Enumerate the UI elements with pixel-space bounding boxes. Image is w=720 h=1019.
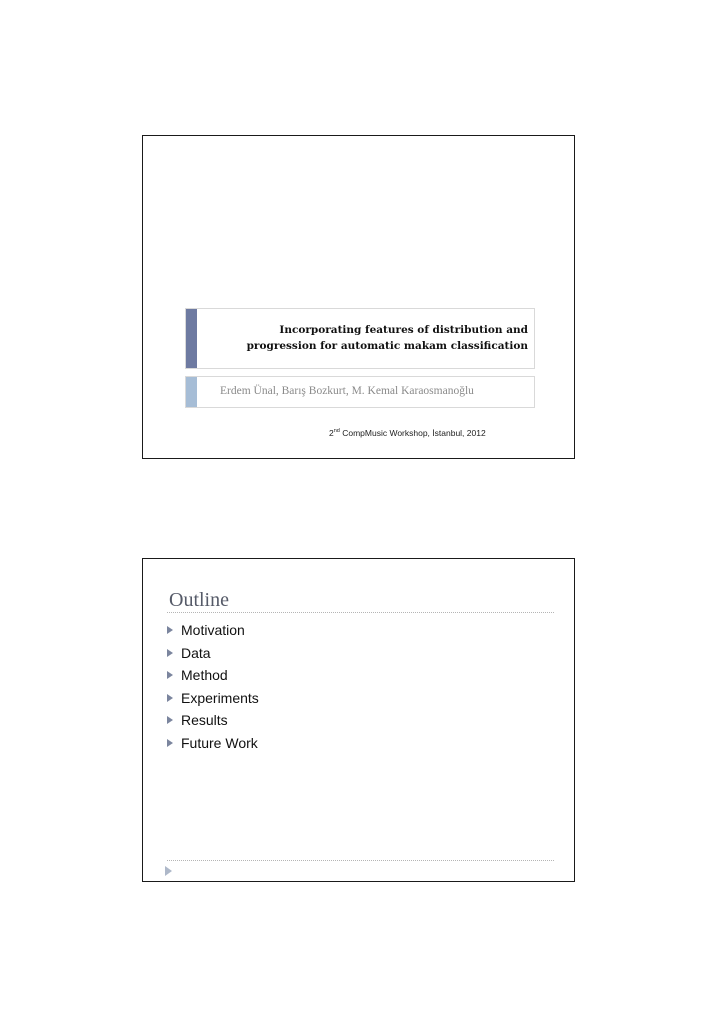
footer-text: CompMusic Workshop, İstanbul, 2012	[339, 428, 486, 438]
list-item-label: Motivation	[181, 622, 245, 638]
list-item-label: Experiments	[181, 689, 259, 706]
presentation-title	[206, 322, 528, 354]
title-block	[185, 308, 535, 369]
list-item-label: Method	[181, 667, 228, 683]
list-item	[163, 642, 259, 665]
outline-list	[163, 619, 259, 754]
title-divider	[167, 612, 554, 613]
authors: Erdem Ünal, Barış Bozkurt, M. Kemal Karaosmanoğlu	[220, 385, 474, 397]
triangle-right-icon	[167, 649, 173, 657]
nav-triangle-icon	[165, 866, 172, 876]
title-line-2: progression for automatic makam classification	[246, 340, 528, 352]
list-item-label: Future Work	[181, 734, 258, 751]
list-item	[163, 732, 259, 755]
title-line-1: Incorporating features of distribution and	[279, 324, 528, 336]
triangle-right-icon	[167, 626, 173, 634]
outline-slide	[142, 558, 575, 882]
footer-ordinal-suffix: nd	[333, 428, 340, 434]
slide-footer	[329, 428, 486, 438]
triangle-right-icon	[167, 671, 173, 679]
list-item	[163, 619, 259, 642]
title-slide	[142, 135, 575, 459]
author-block	[185, 376, 535, 408]
title-accent-bar	[186, 309, 197, 368]
footer-ordinal: 2	[329, 428, 334, 438]
triangle-right-icon	[167, 716, 173, 724]
slide-title: Outline	[169, 589, 229, 611]
list-item-label: Results	[181, 712, 228, 728]
footer-divider	[167, 860, 554, 861]
list-item	[163, 709, 259, 732]
list-item	[163, 664, 259, 687]
triangle-right-icon	[167, 739, 173, 747]
author-accent-bar	[186, 377, 197, 407]
triangle-right-icon	[167, 694, 173, 702]
list-item-label: Data	[181, 644, 211, 661]
list-item	[163, 687, 259, 710]
